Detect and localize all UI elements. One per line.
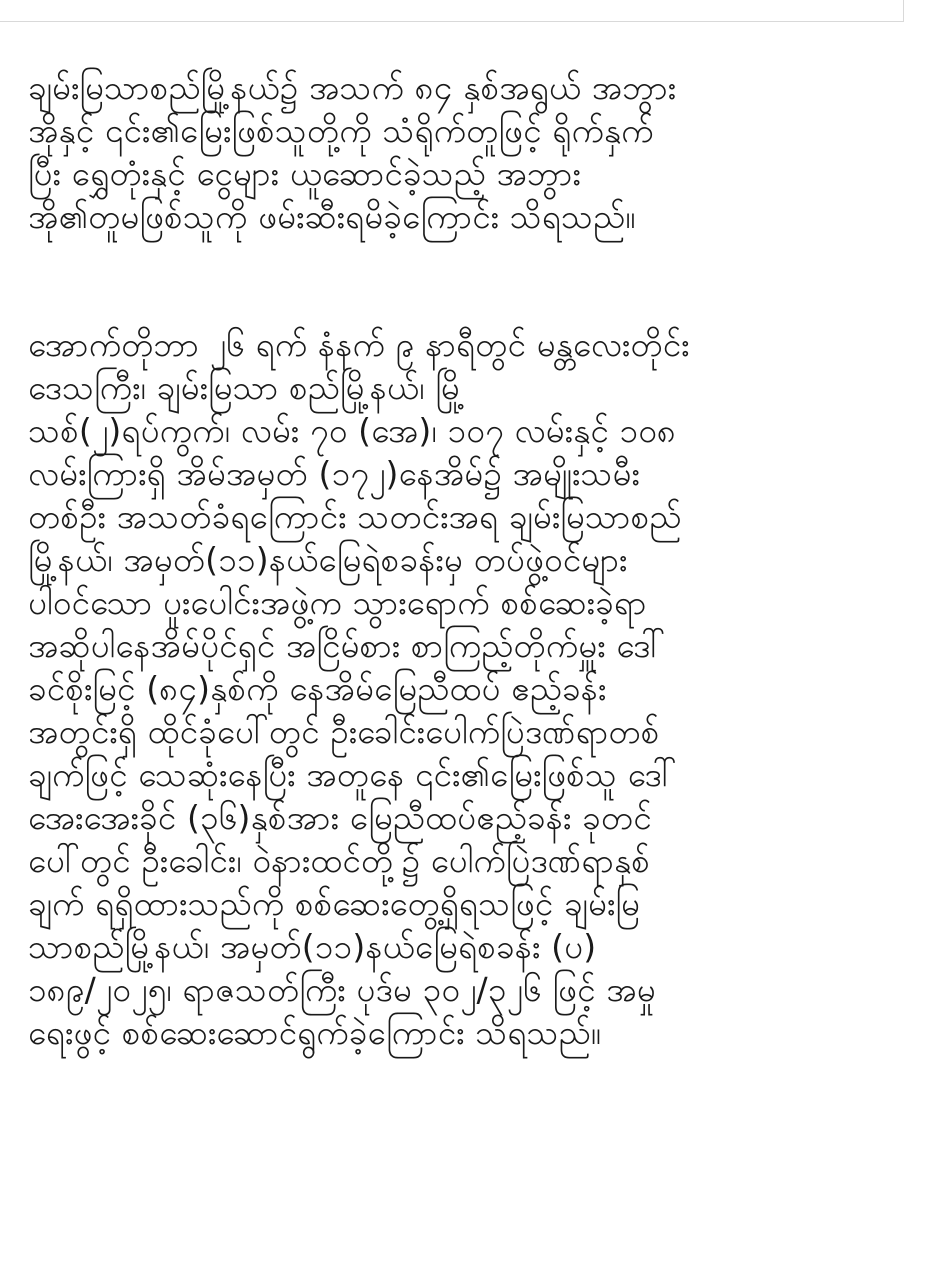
text-line: အိုနှင့် ၎င်း၏မြေးဖြစ်သူတို့ကို သံရိုက်တူဖြင့် ရိုက်နှက် <box>28 111 654 150</box>
paragraph-2 <box>28 323 908 1054</box>
text-line: ခင်စိုးမြင့် (၈၄)နှစ်ကို နေအိမ်မြေညီထပ် ဧည့်ခန်း <box>28 669 607 708</box>
article-body <box>28 66 908 1054</box>
text-line: ၁၈၉/၂၀၂၅၊ ရာဇသတ်ကြီး ပုဒ်မ ၃၀၂/၃၂၆ ဖြင့် အမှု <box>28 970 656 1009</box>
text-line: တစ်ဦး အသတ်ခံရကြောင်း သတင်းအရ ချမ်းမြသာစည် <box>28 497 682 536</box>
text-line: အောက်တိုဘာ ၂၆ ရက် နံနက် ၉ နာရီတွင် မန္တလေးတိုင်း <box>28 325 690 364</box>
text-line: ပေါ်တွင် ဦးခေါင်း၊ ဝဲနားထင်တို့၌ ပေါက်ပြဲဒဏ်ရာနှစ် <box>28 841 651 880</box>
paragraph-1 <box>28 66 908 238</box>
text-line: အဆိုပါနေအိမ်ပိုင်ရှင် အငြိမ်စား စာကြည့်တိုက်မှူး ဒေါ် <box>28 626 666 665</box>
text-line: အို၏တူမဖြစ်သူကို ဖမ်းဆီးရမိခဲ့ကြောင်း သိရသည်။ <box>28 197 636 236</box>
text-line: အေးအေးခိုင် (၃၆)နှစ်အား မြေညီထပ်ဧည့်ခန်း ခုတင် <box>28 798 652 837</box>
text-line: ချမ်းမြသာစည်မြို့နယ်၌ အသက် ၈၄ နှစ်အရွယ် အဘွား <box>28 68 677 107</box>
text-line: အတွင်းရှိ ထိုင်ခုံပေါ်တွင် ဦးခေါင်းပေါက်ပြဲဒဏ်ရာတစ် <box>28 712 660 751</box>
text-line: ပြီး ရွှေတုံးနှင့် ငွေများ ယူဆောင်ခဲ့သည့် အဘွား <box>28 154 581 193</box>
text-line: သစ်(၂)ရပ်ကွက်၊ လမ်း ၇၀ (အေ)၊ ၁၀၇ လမ်းနှင့် ၁၀၈ <box>28 411 677 450</box>
text-line: သာစည်မြို့နယ်၊ အမှတ်(၁၁)နယ်မြေရဲစခန်း (ပ) <box>28 927 597 966</box>
text-line: ရေးဖွင့် စစ်ဆေးဆောင်ရွက်ခဲ့ကြောင်း သိရသည်။ <box>28 1013 601 1052</box>
text-line: ချက် ရရှိထားသည်ကို စစ်ဆေးတွေ့ရှိရသဖြင့် ချမ်းမြ <box>28 884 640 923</box>
text-line: လမ်းကြားရှိ အိမ်အမှတ် (၁၇၂)နေအိမ်၌ အမျိုးသမီး <box>28 454 640 493</box>
paragraph-spacer <box>28 238 908 323</box>
top-divider <box>0 0 904 22</box>
text-line: ပါဝင်သော ပူးပေါင်းအဖွဲ့က သွားရောက် စစ်ဆေးခဲ့ရာ <box>28 583 647 622</box>
text-line: ချက်ဖြင့် သေဆုံးနေပြီး အတူနေ ၎င်း၏မြေးဖြစ်သူ ဒေါ် <box>28 755 677 794</box>
text-line: ဒေသကြီး၊ ချမ်းမြသာ စည်မြို့နယ်၊ မြို့ <box>28 368 465 407</box>
text-line: မြို့နယ်၊ အမှတ်(၁၁)နယ်မြေရဲစခန်းမှ တပ်ဖွဲ့ဝင်များ <box>28 540 628 579</box>
